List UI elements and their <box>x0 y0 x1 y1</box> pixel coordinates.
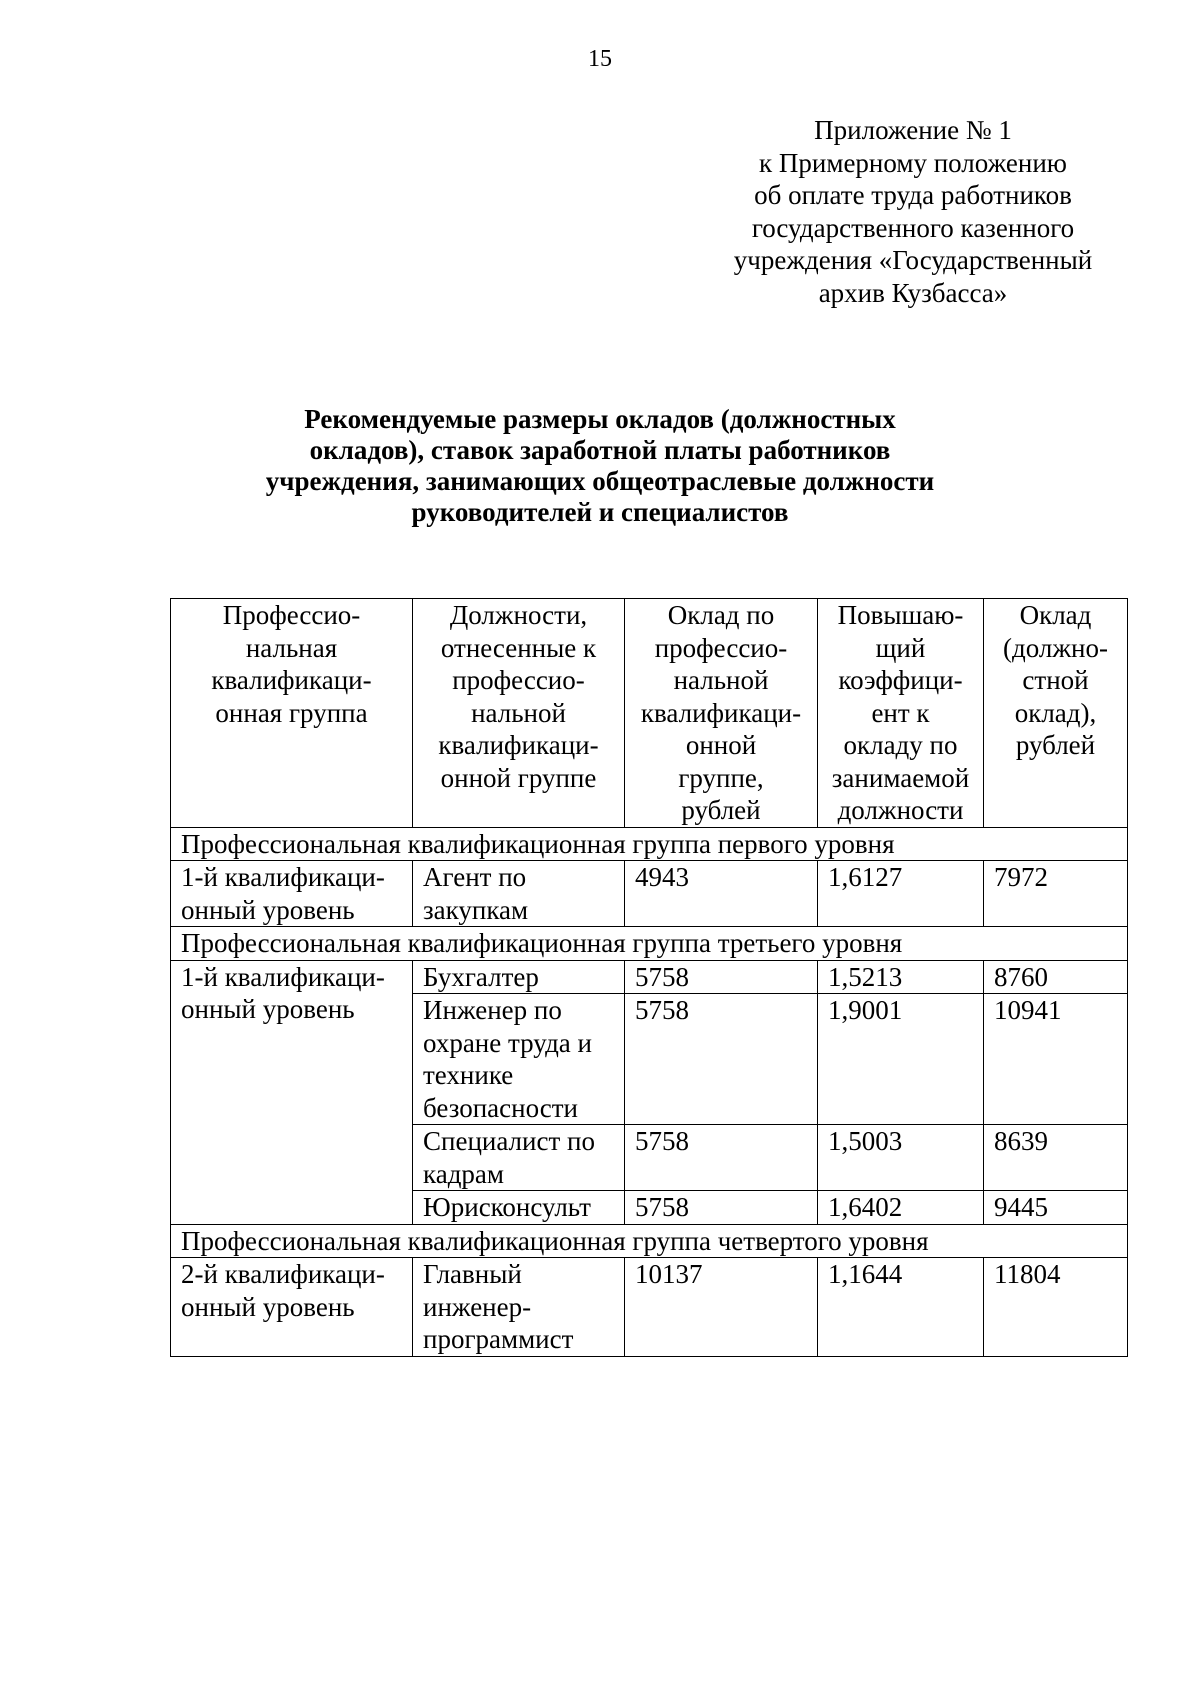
coefficient-cell: 1,1644 <box>818 1258 984 1357</box>
coefficient-cell: 1,9001 <box>818 994 984 1125</box>
table-row <box>171 1258 1128 1357</box>
appendix-reference <box>718 114 1108 309</box>
title-line: учреждения, занимающих общеотраслевые должности <box>265 466 935 496</box>
position-cell: Специалист по кадрам <box>413 1125 625 1191</box>
position-cell: Главный инженер- программист <box>413 1258 625 1357</box>
total-cell: 11804 <box>984 1258 1128 1357</box>
total-cell: 8760 <box>984 960 1128 994</box>
group-row <box>171 827 1128 861</box>
position-cell: Инженер по охране труда и технике безопасности <box>413 994 625 1125</box>
header-cell-base-salary: Оклад по профессио- нальной квалификаци- онной группе, рублей <box>625 599 818 828</box>
document-title <box>200 404 1000 528</box>
appendix-line: учреждения «Государственный <box>733 245 1093 275</box>
coefficient-cell: 1,6402 <box>818 1191 984 1225</box>
appendix-line: архив Кузбасса» <box>818 277 1008 308</box>
title-line: Рекомендуемые размеры окладов (должностных <box>304 404 896 434</box>
group-row <box>171 927 1128 961</box>
group-title: Профессиональная квалификационная группа третьего уровня <box>171 927 1128 961</box>
page-number: 15 <box>588 46 612 72</box>
salary-cell: 5758 <box>625 994 818 1125</box>
total-cell: 10941 <box>984 994 1128 1125</box>
header-cell-total-salary: Оклад (должно- стной оклад), рублей <box>984 599 1128 828</box>
level-cell: 2-й квалификаци- онный уровень <box>171 1258 413 1357</box>
header-cell-positions: Должности, отнесенные к профессио- нальной квалификаци- онной группе <box>413 599 625 828</box>
table-row <box>171 861 1128 927</box>
salary-cell: 10137 <box>625 1258 818 1357</box>
salary-table <box>170 598 1128 1357</box>
position-cell: Юрисконсульт <box>413 1191 625 1225</box>
group-title: Профессиональная квалификационная группа первого уровня <box>171 827 1128 861</box>
appendix-line: об оплате труда работников <box>754 180 1072 210</box>
position-cell: Бухгалтер <box>413 960 625 994</box>
group-title: Профессиональная квалификационная группа четвертого уровня <box>171 1224 1128 1258</box>
salary-cell: 5758 <box>625 960 818 994</box>
level-cell: 1-й квалификаци- онный уровень <box>171 861 413 927</box>
level-cell: 1-й квалификаци- онный уровень <box>171 960 413 1224</box>
coefficient-cell: 1,5003 <box>818 1125 984 1191</box>
coefficient-cell: 1,6127 <box>818 861 984 927</box>
position-cell: Агент по закупкам <box>413 861 625 927</box>
total-cell: 8639 <box>984 1125 1128 1191</box>
total-cell: 9445 <box>984 1191 1128 1225</box>
header-cell-group: Профессио- нальная квалификаци- онная группа <box>171 599 413 828</box>
header-cell-coefficient: Повышаю- щий коэффици- ент к окладу по занимаемой должности <box>818 599 984 828</box>
salary-cell: 5758 <box>625 1191 818 1225</box>
total-cell: 7972 <box>984 861 1128 927</box>
title-line: окладов), ставок заработной платы работников <box>309 435 891 465</box>
table-row <box>171 960 1128 994</box>
table-header-row <box>171 599 1128 828</box>
appendix-line: к Примерному положению <box>759 147 1067 178</box>
group-row <box>171 1224 1128 1258</box>
coefficient-cell: 1,5213 <box>818 960 984 994</box>
salary-cell: 4943 <box>625 861 818 927</box>
title-line: руководителей и специалистов <box>411 497 789 527</box>
salary-cell: 5758 <box>625 1125 818 1191</box>
appendix-line: Приложение № 1 <box>814 115 1012 145</box>
appendix-line: государственного казенного <box>751 212 1075 243</box>
